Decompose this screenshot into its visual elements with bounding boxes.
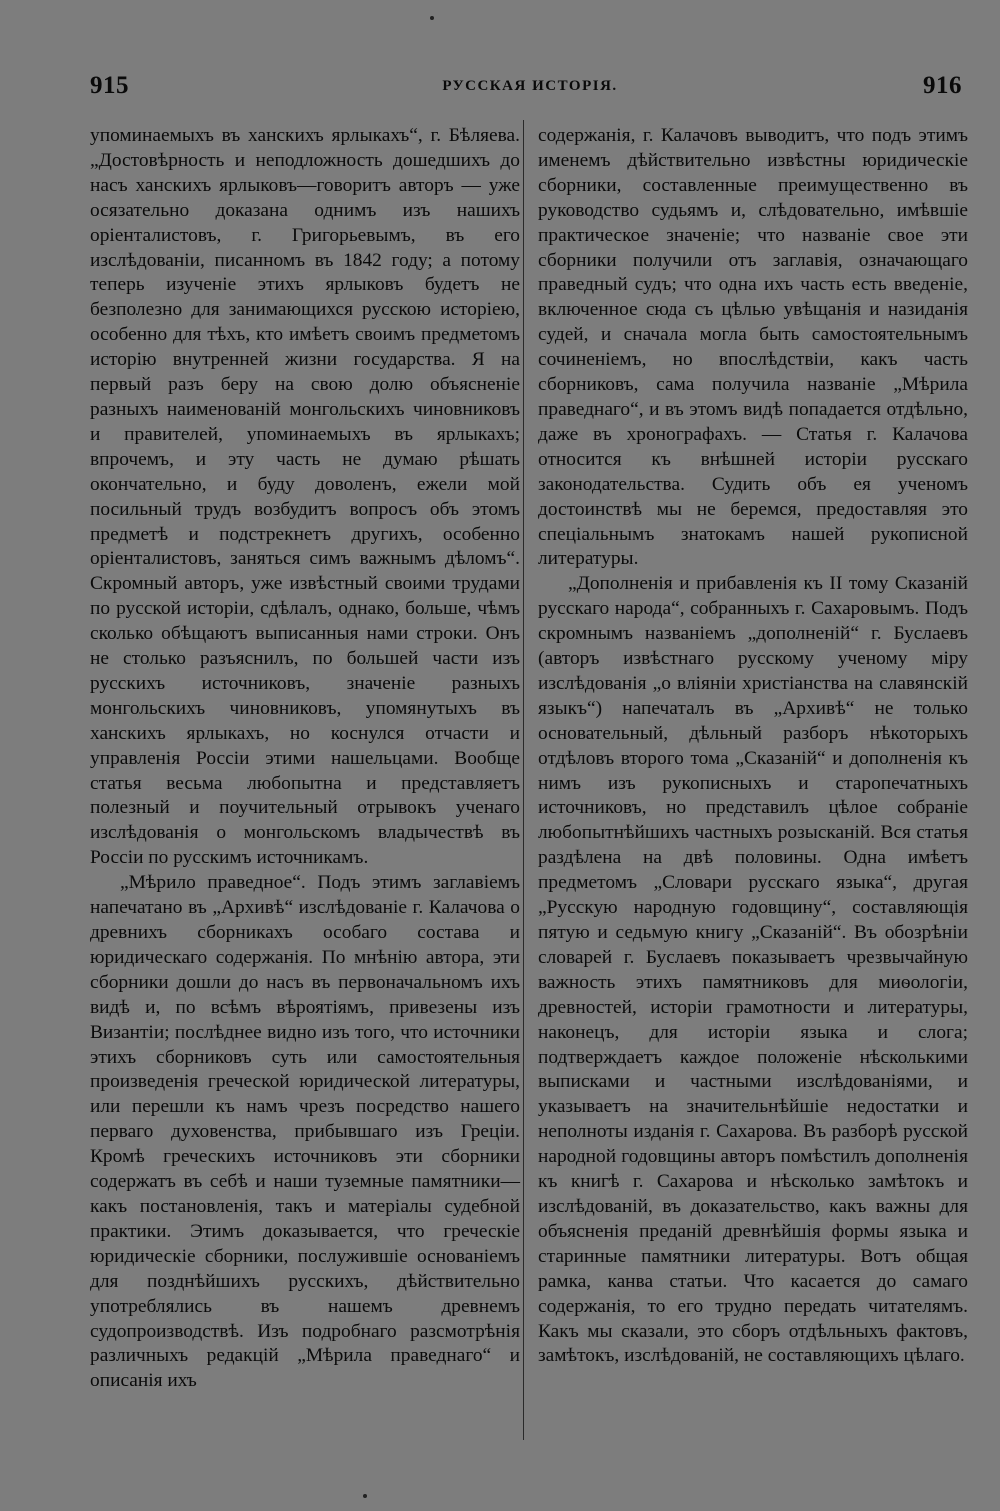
page-header: [0, 66, 1000, 106]
running-title: РУССКАЯ ИСТОРІЯ.: [442, 78, 618, 94]
left-page-number: 915: [90, 72, 129, 99]
speck-mark: [363, 1494, 367, 1498]
right-paragraph-1: содержанія, г. Калачовъ выводитъ, что подъ этимъ именемъ дѣйствительно извѣстны юридическіе сборники, составленные преимущественно въ руководство судьямъ и, слѣдовательно, имѣвшіе практическое значеніе; что названіе свое эти сборники получили отъ заглавія, означающаго праведный судъ; что одна ихъ часть есть введеніе, включенное сюда съ цѣлью увѣщанія и назиданія судей, и сначала могла быть самостоятельнымъ сочиненіемъ, но впослѣдствіи, какъ часть сборниковъ, сама получила названіе „Мѣрила праведнаго“, и въ этомъ видѣ попадается отдѣльно, даже въ хронографахъ. — Статья г. Калачова относится къ внѣшней исторіи русскаго законодательства. Судить объ ея ученомъ достоинствѣ мы не беремся, предоставляя это спеціальнымъ знатокамъ нашей рукописной литературы.: [538, 125, 968, 570]
speck-mark: [430, 16, 434, 20]
left-column: [90, 124, 520, 1394]
right-page-number: 916: [923, 72, 962, 99]
left-paragraph-1: упоминаемыхъ въ ханскихъ ярлыкахъ“, г. Бѣляева. „Достовѣрность и неподложность дошедшихъ до насъ ханскихъ ярлыковъ—говоритъ авторъ — уже осязательно доказана однимъ изъ нашихъ оріенталистовъ, г. Григорьевымъ, въ его изслѣдованіи, писанномъ въ 1842 году; а потому теперь изученіе этихъ ярлыковъ будетъ не безполезно для занимающихся русскою исторіею, особенно для тѣхъ, кто имѣетъ своимъ предметомъ исторію внутренней жизни государства. Я на первый разъ беру на свою долю объясненіе разныхъ наименованій монгольскихъ чиновниковъ и правителей, упоминаемыхъ въ ярлыкахъ; впрочемъ, и эту часть не думаю рѣшать окончательно, и буду доволенъ, ежели мой посильный трудъ возбудитъ вопросъ объ этомъ предметѣ и подстрекнетъ другихъ, особенно оріенталистовъ, заняться симъ важнымъ дѣломъ“. Скромный авторъ, уже извѣстный своими трудами по русской исторіи, сдѣлалъ, однако, больше, чѣмъ сколько обѣщаютъ выписанныя нами строки. Онъ не столько разъяснилъ, по большей части изъ русскихъ источниковъ, значеніе разныхъ монгольскихъ чиновниковъ, упомянутыхъ въ ханскихъ ярлыкахъ, но коснулся отчасти и управленія Россіи этими нашельцами. Вообще статья весьма любопытна и представляетъ полезный и поучительный отрывокъ ученаго изслѣдованія о монгольскомъ владычествѣ въ Россіи по русскимъ источникамъ.: [90, 125, 520, 869]
right-column: [538, 124, 968, 1369]
column-divider: [523, 120, 524, 1440]
right-paragraph-2: „Дополненія и прибавленія къ II тому Сказаній русскаго народа“, собранныхъ г. Сахаровымъ. Подъ скромнымъ названіемъ „дополненій“ г. Буслаевъ (авторъ извѣстнаго русскому ученому міру изслѣдованія „о вліяніи христіанства на славянскій языкъ“) напечаталъ въ „Архивѣ“ не только основательный, дѣльный разборъ нѣкоторыхъ отдѣловъ второго тома „Сказаній“ и дополненія къ нимъ изъ рукописныхъ и старопечатныхъ источниковъ, но представилъ цѣлое собраніе любопытнѣйшихъ частныхъ розысканій. Вся статья раздѣлена на двѣ половины. Одна имѣетъ предметомъ „Словари русскаго языка“, другая „Русскую народную годовщину“, составляющія пятую и седьмую книгу „Сказаній“. Въ обозрѣніи словарей г. Буслаевъ показываетъ чрезвычайную важность этихъ памятниковъ для миѳологіи, древностей, исторіи грамотности и литературы, наконецъ, для исторіи языка и слога; подтверждаетъ каждое положеніе нѣсколькими выписками и частными изслѣдованіями, и указываетъ на значительнѣйшіе недостатки и неполноты изданія г. Сахарова. Въ разборѣ русской народной годовщины авторъ помѣстилъ дополненія къ книгѣ г. Сахарова и нѣсколько замѣтокъ и изслѣдованій, въ доказательство, какъ важны для объясненія преданій древнѣйшія формы языка и старинные памятники литературы. Вотъ общая рамка, канва статьи. Что касается до самаго содержанія, то его трудно передать читателямъ. Какъ мы сказали, это сборъ отдѣльныхъ фактовъ, замѣтокъ, изслѣдованій, не составляющихъ цѣлаго.: [538, 573, 968, 1367]
left-paragraph-2: „Мѣрило праведное“. Подъ этимъ заглавіемъ напечатано въ „Архивѣ“ изслѣдованіе г. Калачова о древнихъ сборникахъ особаго состава и юридическаго содержанія. По мнѣнію автора, эти сборники дошли до насъ въ первоначальномъ ихъ видѣ и, по всѣмъ вѣроятіямъ, привезены изъ Византіи; послѣднее видно изъ того, что источники этихъ сборниковъ суть или самостоятельныя произведенія греческой юридической литературы, или перешли къ намъ чрезъ посредство нашего перваго духовенства, прибывшаго изъ Греціи. Кромѣ греческихъ источниковъ эти сборники содержатъ въ себѣ и наши туземные памятники—какъ постановленія, такъ и матеріалы судебной практики. Этимъ доказывается, что греческіе юридическіе сборники, послужившіе основаніемъ для позднѣйшихъ русскихъ, дѣйствительно употреблялись въ нашемъ древнемъ судопроизводствѣ. Изъ подробнаго разсмотрѣнія различныхъ редакцій „Мѣрила праведнаго“ и описанія ихъ: [90, 872, 520, 1392]
